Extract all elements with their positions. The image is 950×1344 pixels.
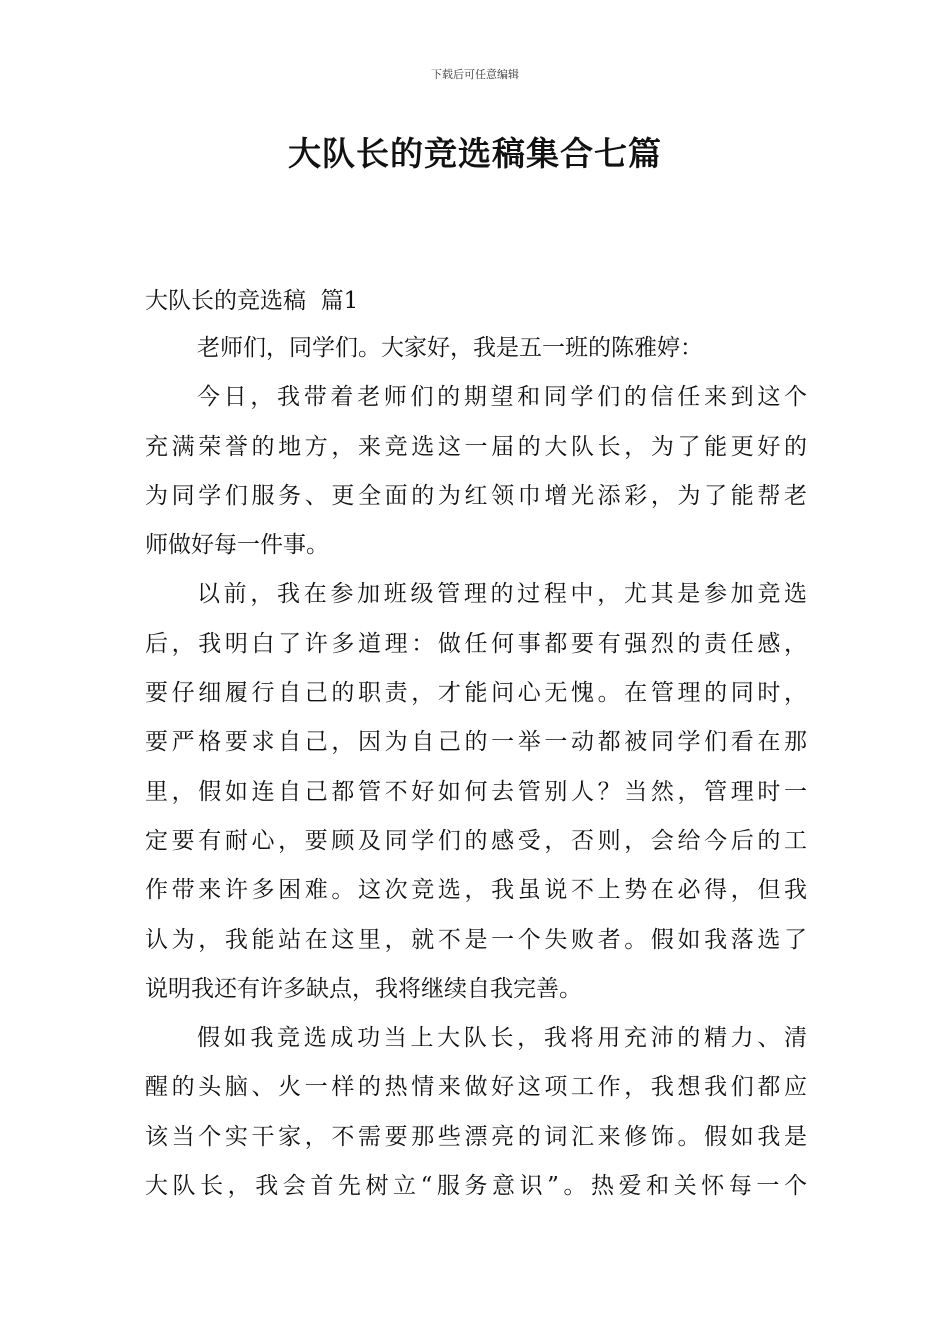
body-line: 为同学们服务、更全面的为红领巾增光添彩，为了能帮老 (145, 482, 807, 509)
body-line: 要仔细履行自己的职责，才能问心无愧。在管理的同时， (145, 680, 807, 707)
body-line: 要严格要求自己，因为自己的一举一动都被同学们看在那 (145, 729, 807, 756)
section-heading: 大队长的竞选稿 篇1 (145, 288, 359, 314)
body-line: 充满荣誉的地方，来竞选这一届的大队长，为了能更好的 (145, 433, 807, 460)
body-line: 老师们，同学们。大家好，我是五一班的陈雅婷： (197, 335, 703, 361)
header-note: 下载后可任意编辑 (431, 68, 519, 81)
document-body (145, 324, 807, 1211)
body-line: 作带来许多困难。这次竞选，我虽说不上势在必得，但我 (145, 877, 807, 904)
body-line: 认为，我能站在这里，就不是一个失败者。假如我落选了 (145, 926, 807, 953)
body-line: 说明我还有许多缺点，我将继续自我完善。 (145, 975, 582, 1002)
body-line: 里，假如连自己都管不好如何去管别人？当然，管理时一 (145, 778, 807, 805)
document-title: 大队长的竞选稿集合七篇 (288, 134, 662, 173)
body-line: 师做好每一件事。 (145, 532, 329, 559)
body-line: 定要有耐心，要顾及同学们的感受，否则，会给今后的工 (145, 827, 807, 854)
body-line: 大队长，我会首先树立“服务意识”。热爱和关怀每一个 (145, 1173, 807, 1200)
body-line: 今日，我带着老师们的期望和同学们的信任来到这个 (197, 384, 807, 411)
body-line: 假如我竞选成功当上大队长，我将用充沛的精力、清 (197, 1025, 807, 1052)
body-line: 醒的头脑、火一样的热情来做好这项工作，我想我们都应 (145, 1074, 807, 1101)
body-line: 以前，我在参加班级管理的过程中，尤其是参加竞选 (197, 581, 807, 608)
body-line: 后，我明白了许多道理：做任何事都要有强烈的责任感， (145, 630, 807, 657)
body-line: 该当个实干家，不需要那些漂亮的词汇来修饰。假如我是 (145, 1123, 807, 1150)
